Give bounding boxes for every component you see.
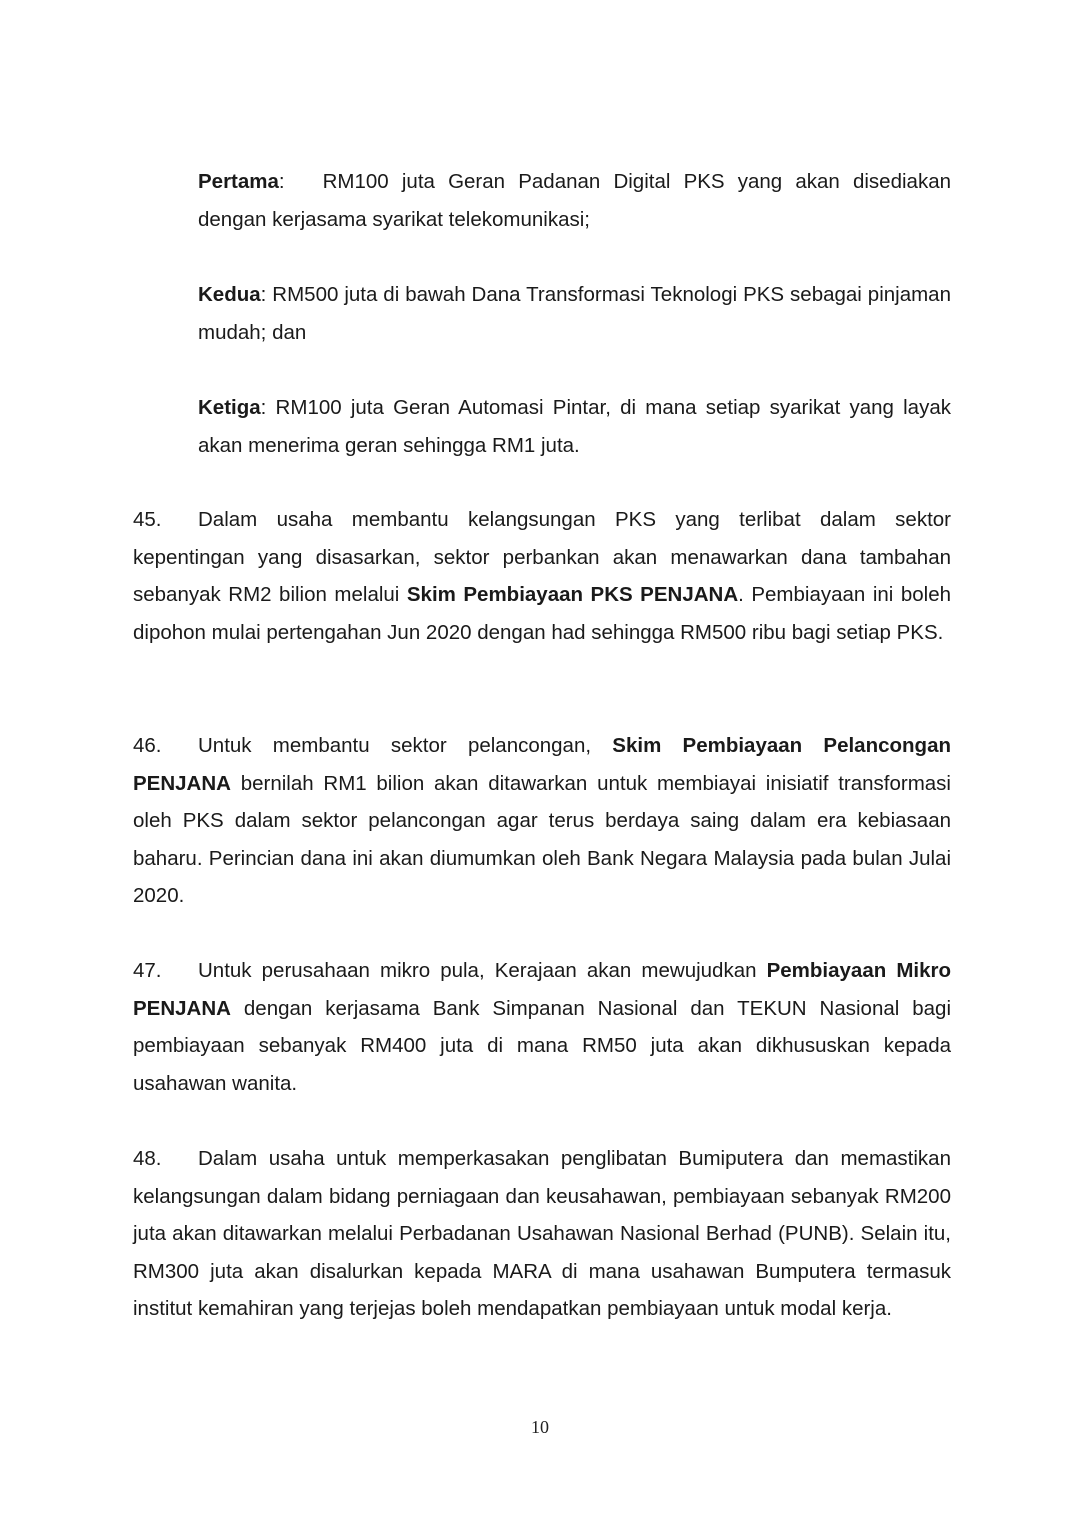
subitem-text: RM100 juta Geran Padanan Digital PKS yang akan disediakan dengan kerjasama syarikat telekomunikasi; [198, 170, 951, 231]
subitem-separator: : [260, 396, 267, 419]
paragraph-47 [133, 952, 951, 1102]
subitem-separator: : [278, 170, 285, 193]
paragraph-number: 47. [133, 959, 162, 982]
paragraph-bold-term: Skim Pembiayaan PKS PENJANA [406, 583, 739, 607]
paragraph-number: 45. [133, 508, 162, 531]
subitem-pertama [198, 163, 951, 238]
paragraph-bold-term: Pembiayaan Mikro PENJANA [133, 959, 952, 1020]
subitem-text: RM500 juta di bawah Dana Transformasi Teknologi PKS sebagai pinjaman mudah; dan [198, 283, 951, 344]
paragraph-46 [133, 727, 951, 915]
subitem-label: Pertama [198, 170, 279, 193]
paragraph-45 [133, 501, 951, 651]
paragraph-text: dengan kerjasama Bank Simpanan Nasional dan TEKUN Nasional bagi pembiayaan sebanyak RM400 juta di mana RM50 juta akan dikhususkan kepada usahawan wanita. [133, 996, 951, 1095]
paragraph-text: Dalam usaha membantu kelangsungan PKS yang terlibat dalam sektor kepentingan yang disasarkan, sektor perbankan akan menawarkan dana tambahan sebanyak RM2 bilion melalui [133, 508, 951, 607]
paragraph-bold-term: Skim Pembiayaan Pelancongan PENJANA [133, 734, 952, 795]
paragraph-text: Untuk perusahaan mikro pula, Kerajaan akan mewujudkan [198, 959, 767, 982]
subitem-label: Ketiga [198, 396, 261, 419]
paragraph-text: Dalam usaha untuk memperkasakan penglibatan Bumiputera dan memastikan kelangsungan dalam bidang perniagaan dan keusahawan, pembiayaan sebanyak RM200 juta akan ditawarkan melalui Perbadanan Usahawan Nasional Berhad (PUNB). Selain itu, RM300 juta akan disalurkan kepada MARA di mana usahawan Bumputera termasuk institut kemahiran yang terjejas boleh mendapatkan pembiayaan untuk modal kerja. [133, 1147, 951, 1321]
paragraph-text: Untuk membantu sektor pelancongan, [198, 734, 613, 757]
page-number: 10 [531, 1417, 549, 1437]
paragraph-number: 48. [133, 1147, 162, 1170]
subitem-label: Kedua [198, 283, 261, 306]
paragraph-48 [133, 1140, 951, 1328]
subitem-kedua [198, 276, 951, 351]
subitem-text: RM100 juta Geran Automasi Pintar, di mana setiap syarikat yang layak akan menerima geran sehingga RM1 juta. [198, 396, 951, 457]
paragraph-number: 46. [133, 734, 162, 757]
subitem-ketiga [198, 389, 951, 464]
paragraph-text: . Pembiayaan ini boleh dipohon mulai pertengahan Jun 2020 dengan had sehingga RM500 ribu bagi setiap PKS. [133, 583, 951, 644]
subitem-separator: : [260, 283, 267, 306]
paragraph-text: bernilah RM1 bilion akan ditawarkan untuk membiayai inisiatif transformasi oleh PKS dalam sektor pelancongan agar terus berdaya saing dalam era kebiasaan baharu. Perincian dana ini akan diumumkan oleh Bank Negara Malaysia pada bulan Julai 2020. [133, 771, 951, 908]
